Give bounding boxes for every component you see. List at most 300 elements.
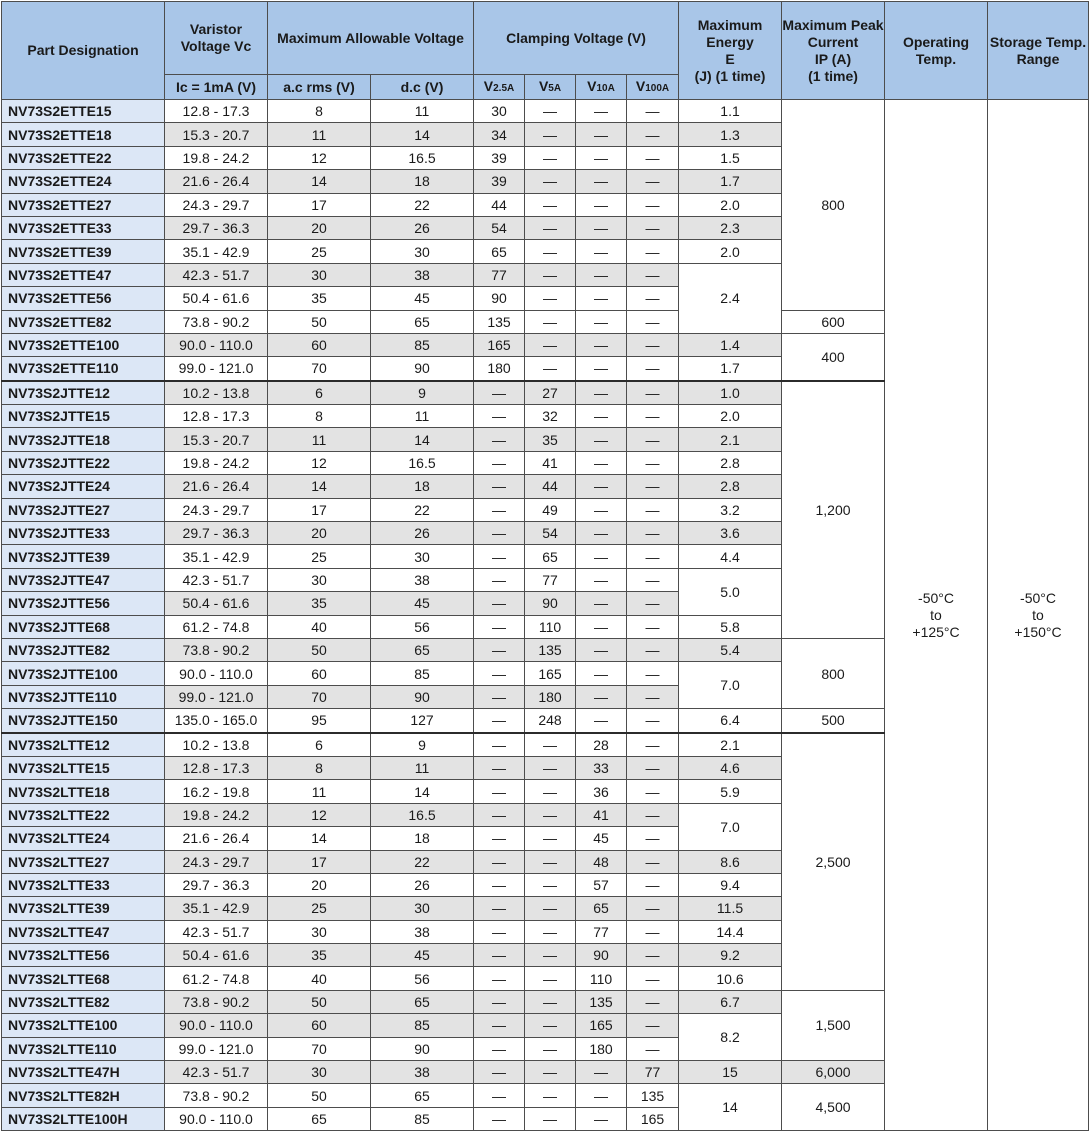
varistor-voltage-cell: 90.0 - 110.0: [165, 662, 268, 685]
varistor-voltage-cell: 73.8 - 90.2: [165, 310, 268, 333]
part-designation-cell: NV73S2LTTE68: [2, 967, 165, 990]
ac-rms-cell: 35: [268, 287, 371, 310]
header-v-100a-label: V: [635, 77, 646, 94]
dc-cell: 85: [371, 662, 474, 685]
part-designation-cell: NV73S2LTTE22: [2, 803, 165, 826]
dc-cell: 30: [371, 545, 474, 568]
clamp-5a-cell: —: [525, 967, 576, 990]
clamp-5a-cell: —: [525, 1107, 576, 1130]
clamp-5a-cell: —: [525, 873, 576, 896]
clamp-100a-cell: —: [627, 428, 679, 451]
clamp-10a-cell: —: [576, 240, 627, 263]
clamp-10a-cell: —: [576, 357, 627, 381]
max-energy-cell: 9.2: [679, 944, 782, 967]
part-designation-cell: NV73S2LTTE82H: [2, 1084, 165, 1107]
header-v-10a: [576, 75, 627, 100]
dc-cell: 85: [371, 1014, 474, 1037]
clamp-5a-cell: —: [525, 850, 576, 873]
clamp-10a-cell: —: [576, 381, 627, 405]
varistor-voltage-cell: 29.7 - 36.3: [165, 216, 268, 239]
max-energy-cell: 7.0: [679, 662, 782, 709]
clamp-2-5a-cell: —: [474, 545, 525, 568]
clamp-10a-cell: —: [576, 1084, 627, 1107]
header-varistor-voltage: Varistor Voltage Vc: [165, 2, 268, 75]
header-max-allowable-voltage: Maximum Allowable Voltage: [268, 2, 474, 75]
ac-rms-cell: 50: [268, 638, 371, 661]
varistor-voltage-cell: 99.0 - 121.0: [165, 357, 268, 381]
clamp-2-5a-cell: —: [474, 709, 525, 733]
varistor-voltage-cell: 12.8 - 17.3: [165, 100, 268, 123]
dc-cell: 16.5: [371, 451, 474, 474]
ac-rms-cell: 95: [268, 709, 371, 733]
dc-cell: 14: [371, 780, 474, 803]
varistor-voltage-cell: 16.2 - 19.8: [165, 780, 268, 803]
dc-cell: 56: [371, 615, 474, 638]
max-energy-cell: 1.7: [679, 170, 782, 193]
clamp-5a-cell: —: [525, 240, 576, 263]
varistor-voltage-cell: 24.3 - 29.7: [165, 193, 268, 216]
clamp-2-5a-cell: —: [474, 1084, 525, 1107]
clamp-5a-cell: —: [525, 287, 576, 310]
clamp-2-5a-cell: —: [474, 1014, 525, 1037]
clamp-10a-cell: —: [576, 545, 627, 568]
temp-line: -50°C: [1020, 589, 1056, 606]
max-energy-cell: 14: [679, 1084, 782, 1131]
clamp-2-5a-cell: 39: [474, 146, 525, 169]
varistor-voltage-cell: 90.0 - 110.0: [165, 333, 268, 356]
header-max-energy-l2: E: [725, 50, 735, 67]
dc-cell: 90: [371, 685, 474, 708]
clamp-5a-cell: —: [525, 263, 576, 286]
clamp-5a-cell: 135: [525, 638, 576, 661]
clamp-10a-cell: —: [576, 310, 627, 333]
varistor-voltage-cell: 24.3 - 29.7: [165, 850, 268, 873]
clamp-2-5a-cell: —: [474, 475, 525, 498]
part-designation-cell: NV73S2ETTE39: [2, 240, 165, 263]
varistor-voltage-cell: 99.0 - 121.0: [165, 1037, 268, 1060]
clamp-100a-cell: —: [627, 498, 679, 521]
clamp-2-5a-cell: —: [474, 756, 525, 779]
part-designation-cell: NV73S2ETTE33: [2, 216, 165, 239]
dc-cell: 18: [371, 170, 474, 193]
varistor-voltage-cell: 73.8 - 90.2: [165, 638, 268, 661]
ac-rms-cell: 12: [268, 146, 371, 169]
varistor-voltage-cell: 21.6 - 26.4: [165, 170, 268, 193]
clamp-2-5a-cell: 39: [474, 170, 525, 193]
temp-line: +125°C: [912, 623, 960, 640]
clamp-10a-cell: —: [576, 615, 627, 638]
header-dc: d.c (V): [371, 75, 474, 100]
ac-rms-cell: 30: [268, 920, 371, 943]
clamp-10a-cell: 135: [576, 990, 627, 1013]
part-designation-cell: NV73S2ETTE82: [2, 310, 165, 333]
max-energy-cell: 1.0: [679, 381, 782, 405]
clamp-2-5a-cell: —: [474, 1037, 525, 1060]
clamp-10a-cell: —: [576, 123, 627, 146]
clamp-10a-cell: —: [576, 709, 627, 733]
part-designation-cell: NV73S2ETTE27: [2, 193, 165, 216]
part-designation-cell: NV73S2JTTE12: [2, 381, 165, 405]
clamp-5a-cell: —: [525, 123, 576, 146]
varistor-voltage-cell: 12.8 - 17.3: [165, 756, 268, 779]
header-v-5a-label: V: [538, 77, 549, 94]
clamp-100a-cell: —: [627, 475, 679, 498]
ac-rms-cell: 50: [268, 1084, 371, 1107]
clamp-100a-cell: —: [627, 193, 679, 216]
part-designation-cell: NV73S2JTTE82: [2, 638, 165, 661]
clamp-10a-cell: —: [576, 263, 627, 286]
dc-cell: 18: [371, 827, 474, 850]
clamp-10a-cell: —: [576, 146, 627, 169]
part-designation-cell: NV73S2JTTE39: [2, 545, 165, 568]
clamp-5a-cell: —: [525, 1084, 576, 1107]
ac-rms-cell: 6: [268, 733, 371, 757]
varistor-voltage-cell: 19.8 - 24.2: [165, 803, 268, 826]
clamp-10a-cell: —: [576, 1107, 627, 1130]
clamp-100a-cell: —: [627, 451, 679, 474]
clamp-5a-cell: 32: [525, 405, 576, 428]
clamp-100a-cell: —: [627, 545, 679, 568]
clamp-100a-cell: —: [627, 263, 679, 286]
header-max-energy-l1: Maximum Energy: [697, 16, 763, 50]
ac-rms-cell: 50: [268, 990, 371, 1013]
varistor-voltage-cell: 21.6 - 26.4: [165, 827, 268, 850]
dc-cell: 85: [371, 1107, 474, 1130]
max-energy-cell: 8.6: [679, 850, 782, 873]
clamp-2-5a-cell: —: [474, 803, 525, 826]
clamp-2-5a-cell: 65: [474, 240, 525, 263]
clamp-100a-cell: —: [627, 733, 679, 757]
varistor-voltage-cell: 35.1 - 42.9: [165, 897, 268, 920]
ac-rms-cell: 17: [268, 193, 371, 216]
clamp-10a-cell: —: [576, 170, 627, 193]
part-designation-cell: NV73S2LTTE15: [2, 756, 165, 779]
part-designation-cell: NV73S2LTTE47H: [2, 1061, 165, 1084]
clamp-2-5a-cell: —: [474, 662, 525, 685]
temp-line: +150°C: [1014, 623, 1062, 640]
part-designation-cell: NV73S2LTTE47: [2, 920, 165, 943]
clamp-2-5a-cell: 34: [474, 123, 525, 146]
clamp-2-5a-cell: —: [474, 685, 525, 708]
part-designation-cell: NV73S2JTTE68: [2, 615, 165, 638]
clamp-100a-cell: —: [627, 100, 679, 123]
max-energy-cell: 2.1: [679, 733, 782, 757]
clamp-5a-cell: 165: [525, 662, 576, 685]
clamp-5a-cell: 44: [525, 475, 576, 498]
clamp-100a-cell: —: [627, 240, 679, 263]
clamp-100a-cell: —: [627, 170, 679, 193]
clamp-5a-cell: 110: [525, 615, 576, 638]
ac-rms-cell: 14: [268, 827, 371, 850]
dc-cell: 45: [371, 592, 474, 615]
clamp-2-5a-cell: 90: [474, 287, 525, 310]
clamp-5a-cell: —: [525, 1014, 576, 1037]
clamp-100a-cell: —: [627, 967, 679, 990]
clamp-100a-cell: 165: [627, 1107, 679, 1130]
clamp-100a-cell: —: [627, 990, 679, 1013]
dc-cell: 90: [371, 1037, 474, 1060]
header-v-5a-sub: 5A: [548, 82, 562, 94]
clamp-5a-cell: —: [525, 146, 576, 169]
clamp-100a-cell: —: [627, 615, 679, 638]
dc-cell: 45: [371, 944, 474, 967]
clamp-100a-cell: —: [627, 146, 679, 169]
max-peak-current-cell: 800: [782, 100, 885, 311]
header-max-peak-current-l3: (1 time): [808, 67, 858, 84]
clamp-5a-cell: 41: [525, 451, 576, 474]
clamp-5a-cell: —: [525, 990, 576, 1013]
max-peak-current-cell: 4,500: [782, 1084, 885, 1131]
ac-rms-cell: 35: [268, 944, 371, 967]
clamp-2-5a-cell: —: [474, 990, 525, 1013]
clamp-5a-cell: —: [525, 193, 576, 216]
ac-rms-cell: 20: [268, 873, 371, 896]
varistor-voltage-cell: 21.6 - 26.4: [165, 475, 268, 498]
varistor-voltage-cell: 10.2 - 13.8: [165, 381, 268, 405]
ac-rms-cell: 30: [268, 1061, 371, 1084]
dc-cell: 90: [371, 357, 474, 381]
max-energy-cell: 1.7: [679, 357, 782, 381]
clamp-10a-cell: 110: [576, 967, 627, 990]
header-part-designation: Part Designation: [2, 2, 165, 100]
clamp-2-5a-cell: —: [474, 568, 525, 591]
part-designation-cell: NV73S2JTTE24: [2, 475, 165, 498]
ac-rms-cell: 20: [268, 522, 371, 545]
varistor-voltage-cell: 99.0 - 121.0: [165, 685, 268, 708]
max-energy-cell: 11.5: [679, 897, 782, 920]
clamp-2-5a-cell: —: [474, 920, 525, 943]
header-varistor-condition: Ic = 1mA (V): [165, 75, 268, 100]
clamp-10a-cell: —: [576, 1061, 627, 1084]
dc-cell: 22: [371, 498, 474, 521]
clamp-2-5a-cell: —: [474, 592, 525, 615]
part-designation-cell: NV73S2LTTE39: [2, 897, 165, 920]
clamp-2-5a-cell: —: [474, 405, 525, 428]
max-energy-cell: 3.6: [679, 522, 782, 545]
varistor-voltage-cell: 12.8 - 17.3: [165, 405, 268, 428]
ac-rms-cell: 70: [268, 685, 371, 708]
ac-rms-cell: 70: [268, 1037, 371, 1060]
clamp-2-5a-cell: —: [474, 428, 525, 451]
part-designation-cell: NV73S2ETTE100: [2, 333, 165, 356]
ac-rms-cell: 40: [268, 967, 371, 990]
max-energy-cell: 4.4: [679, 545, 782, 568]
clamp-5a-cell: 54: [525, 522, 576, 545]
max-energy-cell: 10.6: [679, 967, 782, 990]
clamp-10a-cell: —: [576, 451, 627, 474]
clamp-5a-cell: —: [525, 357, 576, 381]
header-max-peak-current: [782, 2, 885, 100]
varistor-spec-table: [1, 1, 1089, 1131]
clamp-10a-cell: —: [576, 568, 627, 591]
clamp-5a-cell: —: [525, 170, 576, 193]
varistor-voltage-cell: 15.3 - 20.7: [165, 123, 268, 146]
max-energy-cell: 1.1: [679, 100, 782, 123]
part-designation-cell: NV73S2LTTE56: [2, 944, 165, 967]
clamp-2-5a-cell: —: [474, 451, 525, 474]
ac-rms-cell: 11: [268, 123, 371, 146]
clamp-5a-cell: 49: [525, 498, 576, 521]
varistor-voltage-cell: 15.3 - 20.7: [165, 428, 268, 451]
clamp-2-5a-cell: —: [474, 944, 525, 967]
dc-cell: 30: [371, 240, 474, 263]
part-designation-cell: NV73S2ETTE56: [2, 287, 165, 310]
part-designation-cell: NV73S2ETTE22: [2, 146, 165, 169]
max-energy-cell: 2.0: [679, 405, 782, 428]
clamp-100a-cell: —: [627, 638, 679, 661]
max-peak-current-cell: 600: [782, 310, 885, 333]
clamp-5a-cell: —: [525, 1061, 576, 1084]
clamp-5a-cell: —: [525, 920, 576, 943]
dc-cell: 65: [371, 310, 474, 333]
clamp-100a-cell: —: [627, 709, 679, 733]
header-v-2-5a: [474, 75, 525, 100]
dc-cell: 38: [371, 1061, 474, 1084]
max-energy-cell: 5.8: [679, 615, 782, 638]
clamp-2-5a-cell: —: [474, 615, 525, 638]
clamp-10a-cell: 41: [576, 803, 627, 826]
dc-cell: 26: [371, 216, 474, 239]
clamp-5a-cell: —: [525, 827, 576, 850]
header-operating-temp: Operating Temp.: [885, 2, 988, 100]
clamp-2-5a-cell: 165: [474, 333, 525, 356]
dc-cell: 22: [371, 850, 474, 873]
ac-rms-cell: 30: [268, 263, 371, 286]
part-designation-cell: NV73S2LTTE24: [2, 827, 165, 850]
ac-rms-cell: 17: [268, 498, 371, 521]
part-designation-cell: NV73S2JTTE22: [2, 451, 165, 474]
part-designation-cell: NV73S2JTTE56: [2, 592, 165, 615]
varistor-voltage-cell: 10.2 - 13.8: [165, 733, 268, 757]
part-designation-cell: NV73S2JTTE15: [2, 405, 165, 428]
header-v-2-5a-sub: 2.5A: [493, 82, 515, 94]
ac-rms-cell: 40: [268, 615, 371, 638]
clamp-5a-cell: —: [525, 216, 576, 239]
operating-temp-cell: [885, 100, 988, 1131]
max-peak-current-cell: 6,000: [782, 1061, 885, 1084]
clamp-10a-cell: 65: [576, 897, 627, 920]
clamp-5a-cell: 180: [525, 685, 576, 708]
max-energy-cell: 2.0: [679, 193, 782, 216]
clamp-10a-cell: —: [576, 216, 627, 239]
part-designation-cell: NV73S2JTTE18: [2, 428, 165, 451]
varistor-voltage-cell: 19.8 - 24.2: [165, 146, 268, 169]
clamp-2-5a-cell: —: [474, 1061, 525, 1084]
max-energy-cell: 6.4: [679, 709, 782, 733]
clamp-5a-cell: —: [525, 944, 576, 967]
varistor-voltage-cell: 35.1 - 42.9: [165, 545, 268, 568]
clamp-100a-cell: —: [627, 333, 679, 356]
clamp-2-5a-cell: —: [474, 850, 525, 873]
storage-temp-cell: [988, 100, 1089, 1131]
part-designation-cell: NV73S2LTTE100: [2, 1014, 165, 1037]
header-clamping-voltage: Clamping Voltage (V): [474, 2, 679, 75]
clamp-5a-cell: —: [525, 733, 576, 757]
clamp-5a-cell: 77: [525, 568, 576, 591]
varistor-voltage-cell: 61.2 - 74.8: [165, 967, 268, 990]
ac-rms-cell: 14: [268, 170, 371, 193]
ac-rms-cell: 8: [268, 405, 371, 428]
clamp-100a-cell: —: [627, 920, 679, 943]
varistor-voltage-cell: 135.0 - 165.0: [165, 709, 268, 733]
header-v-10a-label: V: [587, 77, 597, 94]
clamp-100a-cell: —: [627, 310, 679, 333]
part-designation-cell: NV73S2ETTE15: [2, 100, 165, 123]
header-max-peak-current-l2: IP (A): [814, 50, 852, 67]
max-energy-cell: 3.2: [679, 498, 782, 521]
dc-cell: 14: [371, 123, 474, 146]
part-designation-cell: NV73S2JTTE110: [2, 685, 165, 708]
max-energy-cell: 2.0: [679, 240, 782, 263]
clamp-2-5a-cell: —: [474, 381, 525, 405]
clamp-100a-cell: —: [627, 827, 679, 850]
part-designation-cell: NV73S2LTTE18: [2, 780, 165, 803]
clamp-10a-cell: 77: [576, 920, 627, 943]
header-max-peak-current-l1: Maximum Peak Current: [782, 16, 884, 50]
max-energy-cell: 1.5: [679, 146, 782, 169]
max-peak-current-cell: 800: [782, 638, 885, 708]
max-energy-cell: 8.2: [679, 1014, 782, 1061]
clamp-5a-cell: 65: [525, 545, 576, 568]
max-energy-cell: 2.8: [679, 475, 782, 498]
clamp-10a-cell: —: [576, 287, 627, 310]
varistor-voltage-cell: 24.3 - 29.7: [165, 498, 268, 521]
varistor-voltage-cell: 42.3 - 51.7: [165, 263, 268, 286]
clamp-2-5a-cell: —: [474, 1107, 525, 1130]
header-max-energy: [679, 2, 782, 100]
max-energy-cell: 15: [679, 1061, 782, 1084]
dc-cell: 45: [371, 287, 474, 310]
varistor-voltage-cell: 50.4 - 61.6: [165, 592, 268, 615]
dc-cell: 26: [371, 522, 474, 545]
max-energy-cell: 2.1: [679, 428, 782, 451]
clamp-2-5a-cell: —: [474, 827, 525, 850]
clamp-100a-cell: —: [627, 1037, 679, 1060]
header-storage-temp: Storage Temp. Range: [988, 2, 1089, 100]
ac-rms-cell: 60: [268, 1014, 371, 1037]
clamp-5a-cell: —: [525, 1037, 576, 1060]
clamp-2-5a-cell: 180: [474, 357, 525, 381]
clamp-2-5a-cell: —: [474, 967, 525, 990]
clamp-2-5a-cell: —: [474, 873, 525, 896]
ac-rms-cell: 25: [268, 240, 371, 263]
table-row: [2, 100, 1089, 123]
clamp-10a-cell: 36: [576, 780, 627, 803]
dc-cell: 14: [371, 428, 474, 451]
ac-rms-cell: 8: [268, 756, 371, 779]
clamp-10a-cell: —: [576, 592, 627, 615]
dc-cell: 30: [371, 897, 474, 920]
clamp-2-5a-cell: —: [474, 733, 525, 757]
clamp-10a-cell: —: [576, 475, 627, 498]
clamp-100a-cell: —: [627, 381, 679, 405]
varistor-voltage-cell: 61.2 - 74.8: [165, 615, 268, 638]
dc-cell: 85: [371, 333, 474, 356]
clamp-10a-cell: 48: [576, 850, 627, 873]
ac-rms-cell: 17: [268, 850, 371, 873]
max-peak-current-cell: 400: [782, 333, 885, 380]
clamp-10a-cell: —: [576, 405, 627, 428]
header-ac-rms: a.c rms (V): [268, 75, 371, 100]
clamp-10a-cell: 165: [576, 1014, 627, 1037]
clamp-100a-cell: —: [627, 216, 679, 239]
clamp-5a-cell: —: [525, 333, 576, 356]
clamp-100a-cell: —: [627, 685, 679, 708]
clamp-10a-cell: —: [576, 333, 627, 356]
part-designation-cell: NV73S2LTTE100H: [2, 1107, 165, 1130]
ac-rms-cell: 60: [268, 333, 371, 356]
clamp-2-5a-cell: —: [474, 522, 525, 545]
